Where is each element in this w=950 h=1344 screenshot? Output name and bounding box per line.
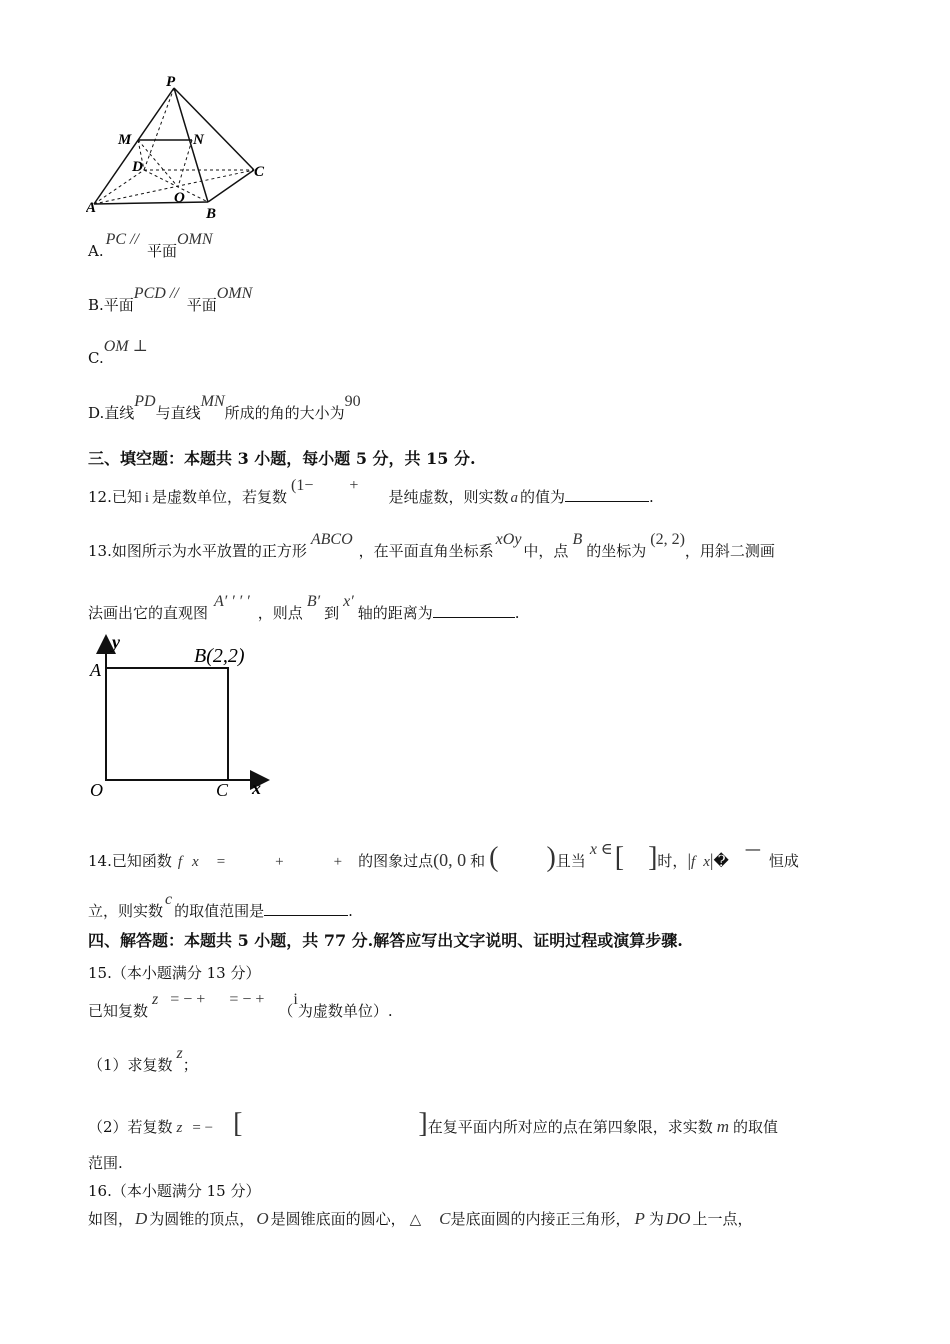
label-D: D	[132, 159, 143, 175]
point-a-label: A	[90, 660, 101, 680]
q12-answer-blank[interactable]	[565, 487, 649, 502]
question-14: 14.已知函数 f x = + + 的图象过点(0, 0 和 ( )且当x ∈[ ]时，|f x|�—恒成	[88, 839, 799, 873]
point-b-label: B(2,2)	[194, 645, 245, 667]
q13-answer-blank[interactable]	[433, 603, 515, 618]
question-15-part-2-line-2: 范围.	[88, 1154, 123, 1172]
label-M: M	[118, 132, 132, 148]
question-16-header: 16.（本小题满分 15 分）	[88, 1182, 261, 1200]
question-15-part-2: （2）若复数 z = − [ ]在复平面内所对应的点在第四象限，求实数 m 的取值	[88, 1108, 779, 1139]
label-C: C	[254, 164, 265, 180]
label-B: B	[206, 206, 217, 222]
question-13: 13.如图所示为水平放置的正方形ABCO，在平面直角坐标系xOy中，点B的坐标为(2, 2)，用斜二测画	[88, 531, 775, 560]
label-N: N	[193, 132, 204, 148]
question-15-header: 15.（本小题满分 13 分）	[88, 964, 261, 982]
question-12: 12.已知 i 是虚数单位，若复数(1− +是纯虚数，则实数 a 的值为 .	[88, 477, 654, 506]
option-b: B.平面PCD //平面OMN	[88, 285, 253, 314]
pyramid-figure	[86, 72, 270, 222]
axis-y-label: y	[112, 632, 120, 652]
question-15-part-1: （1）求复数z；	[88, 1045, 198, 1074]
question-15-stem: 已知复数z = − + = − +（i为虚数单位）.	[88, 991, 393, 1020]
option-a: A.PC //平面OMN	[88, 231, 213, 260]
section-3-title: 三、填空题：本题共 3 小题，每小题 5 分，共 15 分.	[88, 449, 476, 468]
option-c: C.OM ⊥	[88, 338, 148, 367]
q14-answer-blank[interactable]	[264, 901, 348, 916]
label-P: P	[166, 74, 176, 90]
axis-x-label: x	[252, 778, 261, 798]
point-c-label: C	[216, 780, 229, 800]
label-A: A	[86, 200, 97, 216]
section-4-title: 四、解答题：本题共 5 小题，共 77 分.解答应写出文字说明、证明过程或演算步骤.	[88, 931, 683, 950]
question-14-line-2: 立，则实数c的取值范围是 .	[88, 891, 353, 920]
question-13-line-2: 法画出它的直观图A′ ′ ′ ′，则点B′到x′轴的距离为 .	[88, 593, 520, 622]
point-o-label: O	[90, 780, 103, 800]
question-16-stem: 如图， D 为圆锥的顶点， O 是圆锥底面的圆心， △ C是底面圆的内接正三角形， P 为 DO 上一点，	[88, 1209, 753, 1228]
label-O: O	[174, 190, 185, 206]
option-d: D.直线PD与直线MN所成的角的大小为90	[88, 393, 361, 422]
square-figure	[86, 632, 276, 804]
